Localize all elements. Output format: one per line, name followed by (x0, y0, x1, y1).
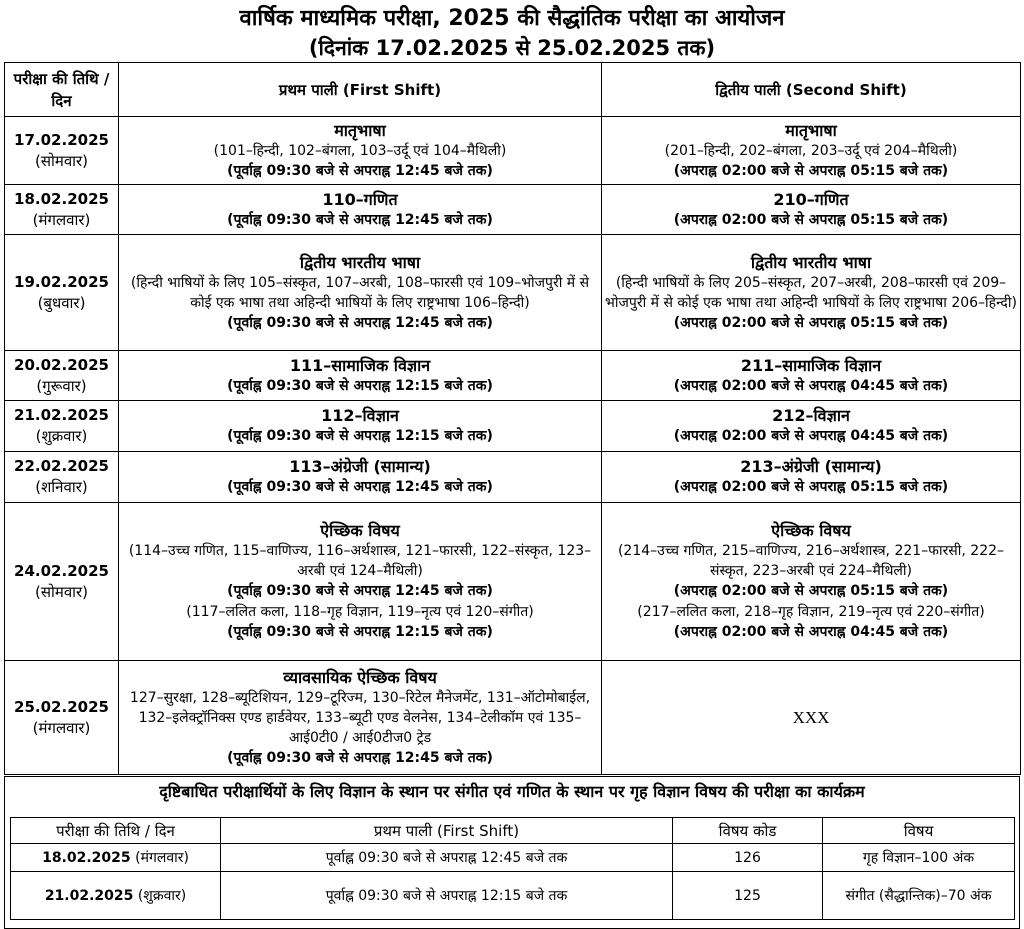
day: (गुरूवार) (36, 376, 87, 395)
day: (मंगलवार) (135, 849, 189, 866)
table-row (5, 185, 1021, 235)
date-cell (11, 872, 221, 920)
subject-details: (201–हिन्दी, 202–बंगला, 203–उर्दू एवं 204–मैथिली) (664, 142, 958, 159)
subject: मातृभाषा (785, 120, 837, 140)
subject-details: 127–सुरक्षा, 128–ब्यूटिशियन, 129–टूरिज्म, 130–रिटेल मैनेजमेंट, 131–ऑटोमोबाईल, 132–इलेक्ट्रॉनिक्स एण्ड हार्डवेयर, 133–ब्यूटी एण्ड वेलनेस, 134–टेलीकॉम एवं 135–आई0टी0 / आई0टीज0 ट्रेड (129, 689, 591, 746)
code-cell: 126 (673, 844, 823, 872)
second-shift-cell (602, 235, 1021, 351)
subject-details-2: (117–ललित कला, 118–गृह विज्ञान, 119–नृत्य एवं 120–संगीत) (186, 604, 534, 620)
date-cell (5, 117, 119, 185)
subject: मातृभाषा (334, 120, 386, 140)
subject: ऐच्छिक विषय (771, 521, 851, 540)
exam-schedule-table (4, 62, 1021, 775)
page-subtitle: (दिनांक 17.02.2025 से 25.02.2025 तक) (308, 36, 716, 60)
subject: द्वितीय भारतीय भाषा (299, 252, 421, 272)
header-first-shift: प्रथम पाली (First Shift) (221, 818, 673, 844)
day: (सोमवार) (34, 582, 89, 601)
code-cell: 125 (673, 872, 823, 920)
second-shift-cell (602, 401, 1021, 452)
second-shift-cell (602, 661, 1021, 775)
date-cell (5, 661, 119, 775)
visually-impaired-heading: दृष्टिबाधित परीक्षार्थियों के लिए विज्ञान के स्थान पर संगीत एवं गणित के स्थान पर गृह विज्ञान विषय की परीक्षा का कार्यक्रम (159, 782, 865, 801)
date-cell (5, 503, 119, 661)
no-exam-placeholder: XXX (792, 708, 830, 727)
exam-time: (अपराह्न 02:00 बजे से अपराह्न 05:15 बजे तक) (673, 211, 949, 228)
table-row (5, 401, 1021, 452)
second-shift-cell (602, 503, 1021, 661)
exam-time: (पूर्वाह्न 09:30 बजे से अपराह्न 12:45 बजे तक) (227, 162, 493, 179)
exam-time: (पूर्वाह्न 09:30 बजे से अपराह्न 12:45 बजे तक) (227, 479, 493, 495)
subject: 110–गणित (322, 189, 398, 209)
subject: द्वितीय भारतीय भाषा (750, 252, 872, 272)
second-shift-cell (602, 351, 1021, 401)
exam-time: (पूर्वाह्न 09:30 बजे से अपराह्न 12:15 बजे तक) (227, 377, 493, 394)
first-shift-cell (119, 503, 602, 661)
first-shift-cell (119, 235, 602, 351)
subject: 112–विज्ञान (321, 406, 399, 425)
date-cell (5, 235, 119, 351)
exam-time: (अपराह्न 02:00 बजे से अपराह्न 05:15 बजे तक) (673, 314, 949, 331)
subject-cell: गृह विज्ञान–100 अंक (823, 844, 1015, 872)
date: 20.02.2025 (14, 355, 109, 374)
date: 21.02.2025 (14, 406, 109, 424)
table-row (11, 844, 1015, 872)
table-row (5, 235, 1021, 351)
exam-time: (अपराह्न 02:00 बजे से अपराह्न 04:45 बजे तक) (673, 377, 949, 394)
exam-time: (पूर्वाह्न 09:30 बजे से अपराह्न 12:45 बजे तक) (227, 314, 493, 331)
day: (बुधवार) (37, 293, 86, 312)
table-header-row (11, 818, 1015, 844)
day: (शुक्रवार) (137, 887, 187, 904)
header-subject: विषय (823, 818, 1015, 844)
first-shift-cell (119, 117, 602, 185)
table-row (5, 117, 1021, 185)
second-shift-cell (602, 117, 1021, 185)
exam-time: (पूर्वाह्न 09:30 बजे से अपराह्न 12:45 बजे तक) (227, 749, 493, 766)
exam-time: (अपराह्न 02:00 बजे से अपराह्न 05:15 बजे तक) (673, 479, 949, 495)
exam-time: (अपराह्न 02:00 बजे से अपराह्न 04:45 बजे तक) (673, 428, 949, 444)
date-cell (5, 401, 119, 452)
header-second-shift: द्वितीय पाली (Second Shift) (602, 63, 1021, 117)
date-cell (5, 351, 119, 401)
date-cell (11, 844, 221, 872)
time-cell: पूर्वाह्न 09:30 बजे से अपराह्न 12:45 बजे तक (221, 844, 673, 872)
second-shift-cell (602, 452, 1021, 503)
date: 19.02.2025 (14, 272, 109, 291)
subject: 211–सामाजिक विज्ञान (740, 355, 882, 375)
subject-details: (हिन्दी भाषियों के लिए 105–संस्कृत, 107–अरबी, 108–फारसी एवं 109–भोजपुरी में से कोई एक भाषा तथा अहिन्दी भाषियों के लिए राष्ट्रभाषा 106–हिन्दी) (130, 274, 590, 311)
header-date: परीक्षा की तिथि / दिन (5, 63, 119, 117)
date-cell (5, 452, 119, 503)
date: 25.02.2025 (14, 697, 109, 716)
first-shift-cell (119, 661, 602, 775)
subject: 210–गणित (773, 189, 849, 209)
header-date: परीक्षा की तिथि / दिन (11, 818, 221, 844)
day: (शुक्रवार) (35, 427, 88, 445)
day: (सोमवार) (34, 151, 89, 170)
table-header-row (5, 63, 1021, 117)
first-shift-cell (119, 185, 602, 235)
subject-details: (101–हिन्दी, 102–बंगला, 103–उर्दू एवं 104–मैथिली) (213, 142, 507, 159)
date-cell (5, 185, 119, 235)
subject-details: (114–उच्च गणित, 115–वाणिज्य, 116–अर्थशास्त्र, 121–फारसी, 122–संस्कृत, 123–अरबी एवं 124–मैथिली) (128, 543, 592, 579)
visually-impaired-table (10, 817, 1015, 920)
subject: 111–सामाजिक विज्ञान (289, 355, 431, 375)
date: 18.02.2025 (42, 849, 131, 866)
exam-time: (पूर्वाह्न 09:30 बजे से अपराह्न 12:45 बजे तक) (227, 211, 493, 228)
day: (शनिवार) (35, 478, 88, 496)
date: 21.02.2025 (44, 887, 134, 904)
exam-time: (पूर्वाह्न 09:30 बजे से अपराह्न 12:15 बजे तक) (227, 428, 493, 444)
table-row (5, 452, 1021, 503)
header-subject-code: विषय कोड (673, 818, 823, 844)
date: 22.02.2025 (14, 457, 109, 475)
subject: 212–विज्ञान (772, 406, 850, 425)
table-row (11, 872, 1015, 920)
table-row (5, 661, 1021, 775)
time-cell: पूर्वाह्न 09:30 बजे से अपराह्न 12:15 बजे तक (221, 872, 673, 920)
subject: 113–अंग्रेजी (सामान्य) (289, 457, 431, 476)
second-shift-cell (602, 185, 1021, 235)
header-first-shift: प्रथम पाली (First Shift) (119, 63, 602, 117)
table-row (5, 503, 1021, 661)
date: 17.02.2025 (14, 130, 109, 149)
exam-time: (पूर्वाह्न 09:30 बजे से अपराह्न 12:45 बजे तक) (227, 583, 493, 599)
table-row (5, 351, 1021, 401)
exam-time: (अपराह्न 02:00 बजे से अपराह्न 05:15 बजे तक) (673, 162, 949, 179)
day: (मंगलवार) (32, 210, 91, 229)
date: 18.02.2025 (14, 189, 109, 208)
subject: व्यावसायिक ऐच्छिक विषय (283, 667, 437, 687)
first-shift-cell (119, 401, 602, 452)
first-shift-cell (119, 351, 602, 401)
date: 24.02.2025 (14, 561, 109, 580)
exam-time: (अपराह्न 02:00 बजे से अपराह्न 05:15 बजे तक) (673, 583, 949, 599)
subject-cell: संगीत (सैद्धान्तिक)–70 अंक (823, 872, 1015, 920)
day: (मंगलवार) (32, 718, 91, 737)
exam-time-2: (अपराह्न 02:00 बजे से अपराह्न 04:45 बजे तक) (673, 624, 949, 640)
subject-details: (हिन्दी भाषियों के लिए 205–संस्कृत, 207–अरबी, 208–फारसी एवं 209–भोजपुरी में से कोई एक भाषा तथा अहिन्दी भाषियों के लिए राष्ट्रभाषा 206–हिन्दी) (605, 274, 1017, 311)
subject-details-2: (217–ललित कला, 218–गृह विज्ञान, 219–नृत्य एवं 220–संगीत) (637, 604, 985, 620)
exam-time-2: (पूर्वाह्न 09:30 बजे से अपराह्न 12:15 बजे तक) (227, 624, 493, 640)
subject: 213–अंग्रेजी (सामान्य) (740, 457, 882, 476)
first-shift-cell (119, 452, 602, 503)
subject: ऐच्छिक विषय (320, 521, 400, 540)
subject-details: (214–उच्च गणित, 215–वाणिज्य, 216–अर्थशास्त्र, 221–फारसी, 222–संस्कृत, 223–अरबी एवं 224–मैथिली) (617, 543, 1005, 579)
page-title: वार्षिक माध्यमिक परीक्षा, 2025 की सैद्धांतिक परीक्षा का आयोजन (239, 6, 785, 31)
